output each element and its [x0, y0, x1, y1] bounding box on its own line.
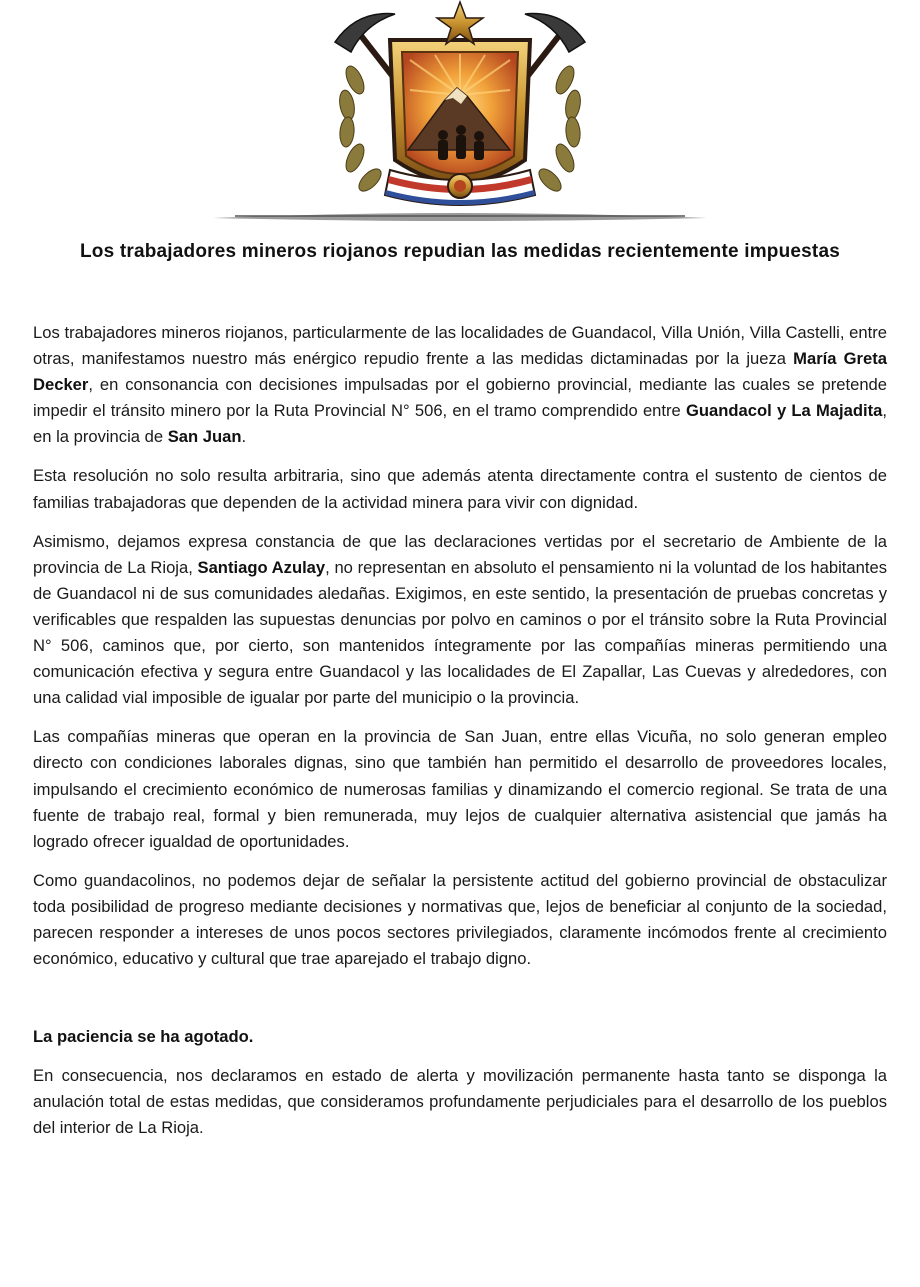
paragraph-6-bold: La paciencia se ha agotado. — [33, 1027, 254, 1047]
paragraph-4: Las compañías mineras que operan en la provincia de San Juan, entre ellas Vicuña, no solo generan empleo directo con condiciones laborales dignas, sino que también han permitido el desarrollo de proveedores locales, impulsando el crecimiento económico de numerosas familias y dinamizando el comercio regional. Se trata de una fuente de trabajo real, formal y bien remunerada, muy lejos de cualquier alternativa asistencial que jamás ha logrado ofrecer igualdad de oportunidades. — [33, 727, 887, 851]
name-judge: María Greta Decker — [33, 349, 887, 395]
document-body — [33, 320, 887, 1155]
paragraph-7: En consecuencia, nos declaramos en estado de alerta y movilización permanente hasta tanto se disponga la anulación total de estas medidas, que consideramos profundamente perjudiciales para el desarrollo de los pueblos del interior de La Rioja. — [33, 1066, 887, 1138]
paragraph-5: Como guandacolinos, no podemos dejar de señalar la persistente actitud del gobierno provincial de obstaculizar toda posibilidad de progreso mediante decisiones y normativas que, lejos de beneficiar al conjunto de la sociedad, parecen responder a intereses de unos pocos sectores privilegiados, claramente incómodos frente al crecimiento económico, educativo y cultural que trae aparejado el trabajo digno. — [33, 870, 887, 969]
name-secretary: Santiago Azulay — [197, 557, 326, 577]
paragraph-3: Asimismo, dejamos expresa constancia de que las declaraciones vertidas por el secretario de Ambiente de la provincia de La Rioja, Santiago Azulay, no representan en absoluto el pensamiento ni la voluntad de los habitantes de Guandacol ni de sus comunidades aledañas. Exigimos, en este sentido, la presentación de pruebas concretas y verificables que respalden las supuestas denuncias por polvo en caminos o por el tránsito sobre la Ruta Provincial N° 506, caminos que, por cierto, son mantenidos íntegramente por las compañías mineras permitiendo una comunicación efectiva y segura entre Guandacol y las localidades de El Zapallar, Las Cuevas y alrededores, con una calidad vial imposible de igualar por parte del municipio o la provincia. — [33, 531, 888, 708]
paragraph-1: Los trabajadores mineros riojanos, particularmente de las localidades de Guandacol, Villa Unión, Villa Castelli, entre otras, manifestamos nuestro más enérgico repudio frente a las medidas dictaminadas por la jueza María Greta Decker, en consonancia con decisiones impulsadas por el gobierno provincial, mediante las cuales se pretende impedir el tránsito minero por la Ruta Provincial N° 506, en el tramo comprendido entre Guandacol y La Majadita, en la provincia de San Juan. — [33, 323, 887, 447]
route-segment: Guandacol y La Majadita — [685, 401, 883, 421]
province-name: San Juan — [167, 427, 242, 447]
page-title: Los trabajadores mineros riojanos repudian las medidas recientemente impuestas — [79, 241, 840, 262]
mining-emblem-icon — [205, 0, 715, 232]
paragraph-2: Esta resolución no solo resulta arbitraria, sino que además atenta directamente contra el sustento de cientos de familias trabajadoras que dependen de la actividad minera para vivir con dignidad. — [33, 466, 887, 512]
